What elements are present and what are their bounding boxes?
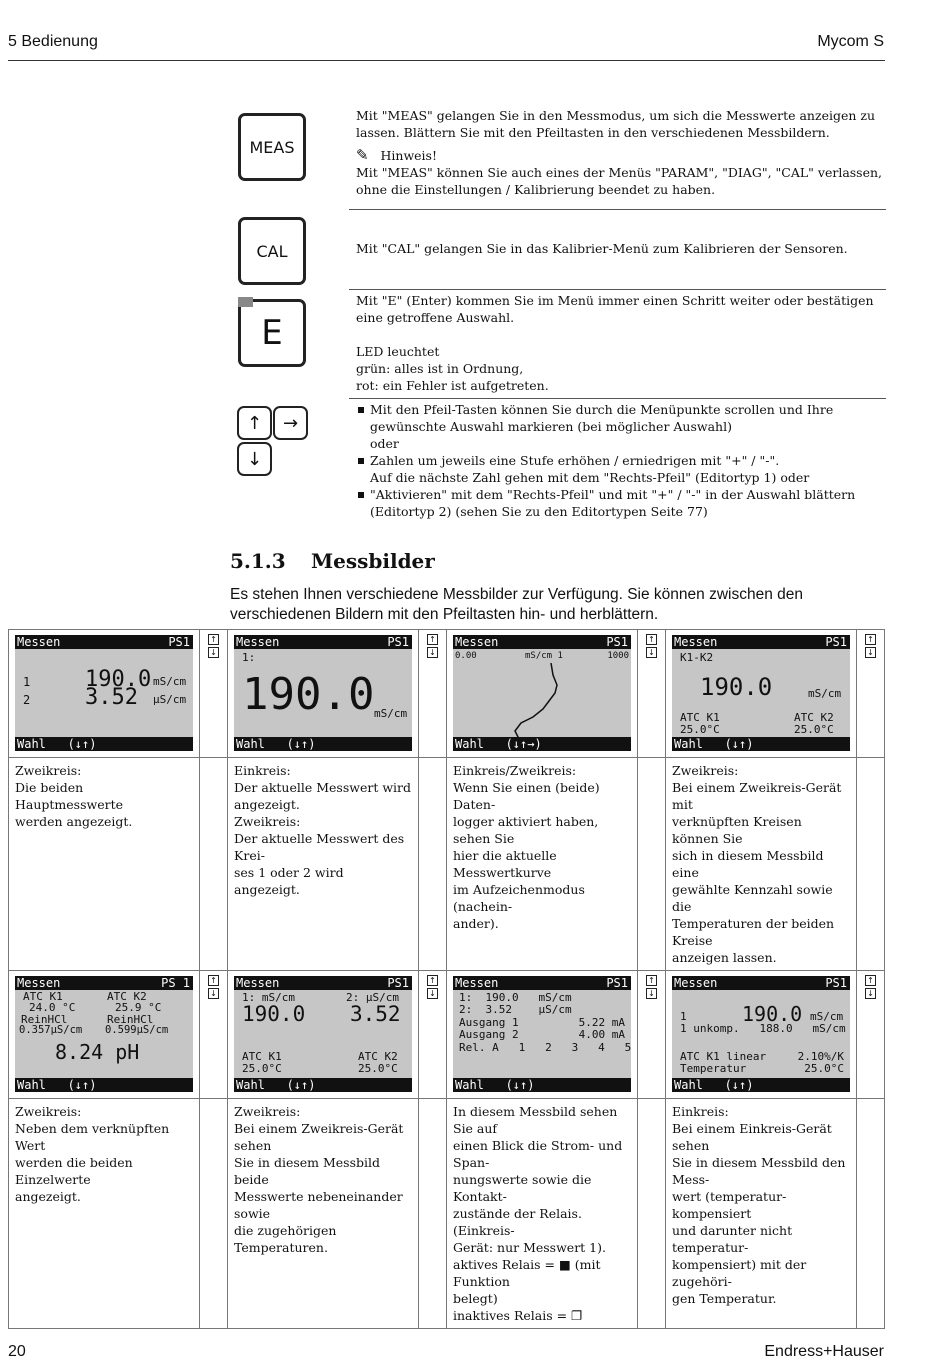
screen-text: ReinHCl	[21, 1013, 68, 1026]
caption-line: belegt)	[453, 1291, 498, 1306]
caption-line: Einkreis:	[234, 763, 291, 778]
caption-line: Einkreis/Zweikreis:	[453, 763, 577, 778]
arrow-down-icon: ↓	[865, 647, 876, 658]
display-screen-5	[15, 976, 193, 1092]
scroll-arrows	[857, 630, 884, 658]
screen-text: 2.10%/K	[797, 1050, 844, 1063]
cal-text: Mit "CAL" gelangen Sie in das Kalibrier-Menü zum Kalibrieren der Sensoren.	[356, 241, 848, 256]
arrow-up-key	[237, 406, 272, 440]
display-screen-8	[672, 976, 850, 1092]
caption-line: Messwerte nebeneinander sowie	[234, 1189, 403, 1221]
screen-footer: Wahl (↓↑)	[15, 737, 193, 751]
screen-footer: Wahl (↓↑)	[15, 1078, 193, 1092]
arrow-up-icon: ↑	[427, 634, 438, 645]
caption-line: hier die aktuelle Messwertkurve	[453, 848, 557, 880]
arrow-up-icon: ↑	[208, 634, 219, 645]
caption-line: wert (temperatur-kompensiert	[672, 1189, 787, 1221]
caption-line: In diesem Messbild sehen Sie auf	[453, 1104, 618, 1136]
screen-text: 2: 3.52 µS/cm	[459, 1003, 572, 1016]
screen-text: 2: µS/cm	[346, 991, 399, 1004]
caption-8	[666, 1099, 856, 1311]
screen-unit: mS/cm	[808, 687, 842, 700]
arrow-down-icon: ↓	[246, 448, 263, 470]
arrow-right-key	[273, 406, 308, 440]
caption-line: Der aktuelle Messwert wird	[234, 780, 412, 795]
cal-key: CAL	[238, 217, 306, 285]
caption-line: anzeigen lassen.	[672, 950, 777, 965]
caption-line: gewählte Kennzahl sowie die	[672, 882, 833, 914]
caption-line: Zweikreis:	[672, 763, 739, 778]
screen-unit: mS/cm	[810, 1010, 844, 1023]
screen-unit: mS/cm	[153, 675, 187, 688]
scroll-arrows	[638, 971, 665, 999]
caption-line: Wenn Sie einen (beide) Daten-	[453, 780, 600, 812]
screen-title: Messen	[236, 635, 280, 649]
led-text-3: rot: ein Fehler ist aufgetreten.	[356, 378, 549, 393]
arrow-up-icon: ↑	[865, 634, 876, 645]
arrow-up-icon: ↑	[865, 975, 876, 986]
screen-text: 1:	[242, 651, 256, 664]
arrow-down-icon: ↓	[208, 988, 219, 999]
caption-line: Bei einem Zweikreis-Gerät mit	[672, 780, 842, 812]
arrow-down-icon: ↓	[646, 988, 657, 999]
screen-title: Messen	[17, 635, 61, 649]
screen-big-value: 190.0	[700, 673, 773, 701]
bullet-1: Mit den Pfeil-Tasten können Sie durch die Menüpunkte scrollen und Ihre gewünschte Auswahl markieren (bei möglicher Auswahl)	[356, 401, 886, 435]
screen-value: 3.52	[350, 1002, 401, 1026]
screen-text: ATC K1	[242, 1050, 282, 1063]
section-intro: Es stehen Ihnen verschiedene Messbilder zur Verfügung. Sie können zwischen den verschiedenen Bildern mit den Pfeiltasten hin- und herblättern.	[230, 586, 803, 623]
caption-line: angezeigt.	[15, 1189, 81, 1204]
section-title: Messbilder	[311, 549, 435, 573]
screen-text: ATC K2	[107, 990, 147, 1003]
caption-line: verknüpften Kreisen können Sie	[672, 814, 802, 846]
screen-footer: Wahl (↓↑)	[234, 1078, 412, 1092]
screen-text: 1: 190.0 mS/cm	[459, 991, 572, 1004]
display-screen-4	[672, 635, 850, 751]
screen-unit: µS/cm	[153, 693, 187, 706]
screen-text: 2	[23, 693, 31, 707]
caption-7	[447, 1099, 637, 1328]
caption-line: logger aktiviert haben, sehen Sie	[453, 814, 599, 846]
bullet-2: Zahlen um jeweils eine Stufe erhöhen / erniedrigen mit "+" / "-".	[356, 452, 886, 469]
led-text-1: LED leuchtet	[356, 344, 440, 359]
caption-line: sich in diesem Messbild eine	[672, 848, 824, 880]
screen-text: ATC K2	[794, 711, 834, 724]
screen-text: 1000	[607, 651, 629, 661]
screen-text: 1 unkomp. 188.0 mS/cm	[680, 1022, 846, 1035]
scroll-arrows	[419, 630, 446, 658]
caption-line: ander).	[453, 916, 499, 931]
caption-line: Einkreis:	[672, 1104, 729, 1119]
scroll-arrows	[419, 971, 446, 999]
arrow-up-icon: ↑	[646, 634, 657, 645]
screen-text: Ausgang 2	[459, 1028, 519, 1041]
page-number: 20	[8, 1343, 26, 1360]
messbilder-table	[8, 629, 885, 1329]
screen-title: Messen	[236, 976, 280, 990]
meas-text: Mit "MEAS" gelangen Sie in den Messmodus, um sich die Messwerte anzeigen zu lassen. Blättern Sie mit den Pfeiltasten in den verschiedenen Messbildern.	[356, 108, 876, 140]
caption-line: kompensiert) mit der zugehöri-	[672, 1257, 807, 1289]
screen-footer: Wahl (↓↑→)	[453, 737, 631, 751]
screen-big-value: 190.0	[242, 669, 375, 720]
screen-ps: PS1	[606, 976, 628, 990]
screen-ps: PS1	[387, 976, 409, 990]
enter-text: Mit "E" (Enter) kommen Sie im Menü immer einen Schritt weiter oder bestätigen eine getroffene Auswahl.	[356, 293, 874, 325]
scroll-arrows	[200, 971, 227, 999]
screen-value: 190.0	[742, 1002, 803, 1026]
screen-text: Ausgang 1	[459, 1016, 519, 1029]
display-screen-3	[453, 635, 631, 751]
screen-value: 190.0	[85, 667, 152, 692]
screen-title: Messen	[674, 976, 718, 990]
arrow-up-icon: ↑	[246, 412, 263, 434]
arrow-down-icon: ↓	[646, 647, 657, 658]
screen-text: mS/cm 1	[525, 651, 563, 661]
caption-line: die zugehörigen Temperaturen.	[234, 1223, 337, 1255]
screen-text: 0.357µS/cm	[19, 1024, 83, 1036]
screen-title: Messen	[17, 976, 61, 990]
screen-ps: PS1	[168, 635, 190, 649]
caption-line: aktives Relais = ■ (mit Funktion	[453, 1257, 601, 1289]
arrow-up-icon: ↑	[646, 975, 657, 986]
pencil-icon: ✎	[356, 146, 369, 164]
meas-note-text: Mit "MEAS" können Sie auch eines der Menüs "PARAM", "DIAG", "CAL" verlassen, ohne die Einstellungen / Kalibrierung beendet zu haben.	[356, 165, 883, 197]
screen-ps: PS1	[387, 635, 409, 649]
enter-key-label: E	[261, 313, 283, 353]
enter-key	[238, 299, 306, 367]
caption-line: und darunter nicht temperatur-	[672, 1223, 793, 1255]
screen-text: 25.0°C	[804, 1062, 844, 1075]
caption-line: Die beiden Hauptmesswerte	[15, 780, 124, 812]
screen-text: ReinHCl	[107, 1013, 154, 1026]
arrow-up-icon: ↑	[208, 975, 219, 986]
led-indicator	[238, 297, 253, 307]
led-text-2: grün: alles ist in Ordnung,	[356, 361, 524, 376]
screen-ps: PS 1	[161, 976, 190, 990]
caption-line: Sie in diesem Messbild den Mess-	[672, 1155, 846, 1187]
screen-text: ATC K1 linear	[680, 1050, 767, 1063]
caption-line: Zweikreis:	[234, 814, 301, 829]
caption-line: zustände der Relais. (Einkreis-	[453, 1206, 582, 1238]
datalogger-curve	[453, 635, 631, 751]
or-text: oder	[370, 436, 399, 451]
screen-ps: PS1	[606, 635, 628, 649]
section-number: 5.1.3	[230, 549, 286, 573]
screen-value: 190.0	[242, 1002, 306, 1026]
caption-5	[9, 1099, 199, 1209]
screen-text: 1	[680, 1010, 687, 1023]
display-screen-2	[234, 635, 412, 751]
enter-description	[356, 292, 886, 394]
arrow-down-key	[237, 442, 272, 476]
arrow-down-icon: ↓	[208, 647, 219, 658]
caption-line: Zweikreis:	[15, 763, 82, 778]
caption-line: nungswerte sowie die Kontakt-	[453, 1172, 592, 1204]
screen-text: K1-K2	[680, 651, 714, 664]
divider	[349, 398, 886, 399]
screen-value: 3.52	[85, 685, 138, 710]
footer-brand: Endress+Hauser	[764, 1343, 884, 1360]
arrow-down-icon: ↓	[427, 988, 438, 999]
caption-1	[9, 758, 199, 834]
screen-text: 4.00 mA	[578, 1028, 625, 1041]
display-screen-7	[453, 976, 631, 1092]
screen-text: 1: mS/cm	[242, 991, 295, 1004]
caption-4	[666, 758, 856, 970]
caption-line: Gerät: nur Messwert 1).	[453, 1240, 606, 1255]
screen-text: 1	[23, 675, 31, 689]
screen-text: 0.00	[455, 651, 477, 661]
screen-ps: PS1	[825, 976, 847, 990]
scroll-arrows	[857, 971, 884, 999]
caption-line: Bei einem Einkreis-Gerät sehen	[672, 1121, 832, 1153]
screen-text: 25.0°C	[680, 723, 720, 736]
arrow-right-icon: →	[282, 412, 299, 434]
caption-line: gen Temperatur.	[672, 1291, 777, 1306]
arrow-description	[356, 401, 886, 520]
screen-title: Messen	[455, 635, 499, 649]
header-section: 5 Bedienung	[8, 33, 98, 50]
caption-line: Bei einem Zweikreis-Gerät sehen	[234, 1121, 404, 1153]
caption-line: werden die beiden Einzelwerte	[15, 1155, 133, 1187]
divider	[349, 289, 886, 290]
bullet-3: "Aktivieren" mit dem "Rechts-Pfeil" und mit "+" / "-" in der Auswahl blättern (Editortyp 2) (sehen Sie zu den Editortypen Seite 77)	[356, 486, 886, 520]
caption-line: Neben dem verknüpften Wert	[15, 1121, 170, 1153]
caption-line: einen Blick die Strom- und Span-	[453, 1138, 623, 1170]
screen-text: 25.9 °C	[115, 1001, 162, 1014]
arrow-up-icon: ↑	[427, 975, 438, 986]
caption-6	[228, 1099, 418, 1260]
screen-title: Messen	[455, 976, 499, 990]
caption-line: im Aufzeichenmodus (nachein-	[453, 882, 585, 914]
caption-line: Zweikreis:	[15, 1104, 82, 1119]
display-screen-1	[15, 635, 193, 751]
arrow-down-icon: ↓	[427, 647, 438, 658]
caption-line: Der aktuelle Messwert des Krei-	[234, 831, 405, 863]
caption-line: ses 1 oder 2 wird angezeigt.	[234, 865, 344, 897]
screen-text: ATC K1	[23, 990, 63, 1003]
caption-line: Sie in diesem Messbild beide	[234, 1155, 381, 1187]
caption-line: angezeigt.	[234, 797, 300, 812]
screen-text: ATC K1	[680, 711, 720, 724]
screen-footer: Wahl (↓↑)	[453, 1078, 631, 1092]
screen-text: 25.0°C	[794, 723, 834, 736]
screen-ps: PS1	[825, 635, 847, 649]
header-rule	[8, 60, 885, 61]
screen-big-value: 8.24 pH	[55, 1040, 140, 1064]
screen-text: 25.0°C	[242, 1062, 282, 1075]
note-title: Hinweis!	[380, 148, 437, 163]
screen-footer: Wahl (↓↑)	[234, 737, 412, 751]
screen-footer: Wahl (↓↑)	[672, 1078, 850, 1092]
screen-text: Temperatur	[680, 1062, 747, 1075]
screen-text: Rel. A 1 2 3 4 5	[459, 1041, 631, 1054]
screen-text: 0.599µS/cm	[105, 1024, 169, 1036]
caption-line: Zweikreis:	[234, 1104, 301, 1119]
screen-text: 24.0 °C	[29, 1001, 76, 1014]
display-screen-6	[234, 976, 412, 1092]
scroll-arrows	[638, 630, 665, 658]
caption-line: inaktives Relais = ❐	[453, 1308, 583, 1323]
bullet-2-cont: Auf die nächste Zahl gehen mit dem "Rechts-Pfeil" (Editortyp 1) oder	[370, 470, 810, 485]
caption-2	[228, 758, 418, 902]
meas-key: MEAS	[238, 113, 306, 181]
caption-line: werden angezeigt.	[15, 814, 133, 829]
arrow-down-icon: ↓	[865, 988, 876, 999]
caption-3	[447, 758, 637, 936]
screen-text: ATC K2	[358, 1050, 398, 1063]
header-product: Mycom S	[817, 33, 884, 50]
scroll-arrows	[200, 630, 227, 658]
caption-line: Temperaturen der beiden Kreise	[672, 916, 835, 948]
meas-description	[356, 107, 886, 198]
screen-text: 25.0°C	[358, 1062, 398, 1075]
screen-footer: Wahl (↓↑)	[672, 737, 850, 751]
screen-unit: mS/cm	[374, 707, 408, 720]
screen-text: 5.22 mA	[578, 1016, 625, 1029]
divider	[349, 209, 886, 210]
screen-title: Messen	[674, 635, 718, 649]
